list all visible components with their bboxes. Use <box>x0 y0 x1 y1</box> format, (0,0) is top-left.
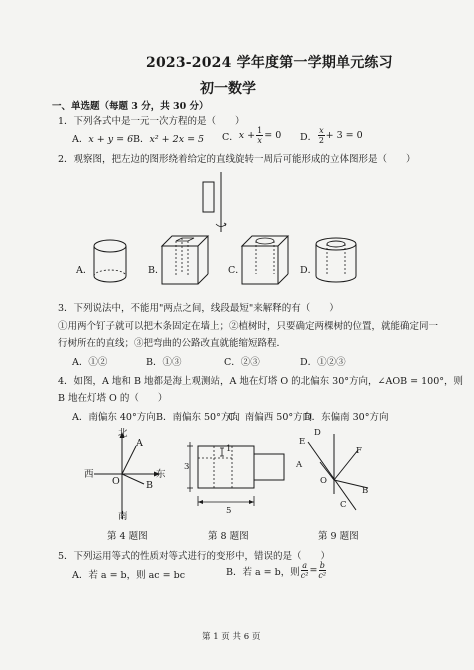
fig4-south-label: 南 <box>118 511 128 522</box>
q5-b-denominator-2: c² <box>318 571 327 580</box>
q5-option-a: A．若 a = b，则 ac = bc <box>72 570 186 581</box>
q4-option-a: A．南偏东 40°方向 <box>72 412 156 423</box>
question-1-stem: 1．下列各式中是一元一次方程的是（ ） <box>58 116 245 127</box>
q4-option-d: D．东偏南 30°方向 <box>304 412 389 423</box>
page-footer: 第 1 页 共 6 页 <box>202 632 261 642</box>
q1-c-numerator: 1 <box>257 126 263 135</box>
fig8-dimension-5: 5 <box>226 506 232 516</box>
fig4-point-a: A <box>136 438 143 449</box>
q1-option-b <box>133 131 204 145</box>
fig9-point-a: A <box>296 460 303 470</box>
q1-c-denominator: x <box>257 136 262 145</box>
q1-option-d <box>300 126 363 145</box>
q2-given-figure <box>195 172 255 234</box>
question-2-stem: 2．观察图，把左边的图形绕着给定的直线旋转一周后可能形成的立体图形是（ ） <box>58 154 416 165</box>
q3-option-b: B．①③ <box>146 357 182 368</box>
question-3-line2: 行树所在的直线；③把弯曲的公路改直就能缩短路程． <box>58 338 287 349</box>
q2-option-a-label: A． <box>76 265 93 276</box>
question-4-stem-line2: B 地在灯塔 O 的（ ） <box>58 393 168 404</box>
q2-option-b-box-hollow <box>160 234 212 286</box>
exam-title: 2023-2024 学年度第一学期单元练习 <box>146 55 393 71</box>
fig9-point-c: C <box>340 500 347 510</box>
q5-option-b <box>226 561 327 580</box>
q1-option-c-fraction <box>256 126 263 145</box>
fig9-point-e: E <box>299 437 306 447</box>
q4-option-c: C．南偏西 50°方向 <box>228 412 313 423</box>
question-4-stem-line1: 4．如图，A 地和 B 地都是海上观测站，A 地在灯塔 O 的北偏东 30°方向，∠AOB = 100°，则 <box>58 376 463 387</box>
fig8-net-diagram <box>180 436 290 514</box>
fig9-point-f: F <box>356 446 362 456</box>
q5-b-equals: = <box>309 565 318 576</box>
q1-option-c-post: = 0 <box>264 130 282 141</box>
question-5-stem: 5．下列运用等式的性质对等式进行的变形中，错误的是（ ） <box>58 551 331 562</box>
q3-option-a: A．①② <box>72 357 108 368</box>
q3-option-c: C．②③ <box>224 357 260 368</box>
q4-option-b: B．南偏东 50°方向 <box>156 412 240 423</box>
q1-option-d-post: + 3 = 0 <box>325 130 363 141</box>
section-heading: 一、单选题（每题 3 分，共 30 分） <box>52 101 209 112</box>
q1-option-c <box>222 126 281 145</box>
q1-option-a <box>72 131 133 145</box>
fig9-point-d: D <box>314 428 321 438</box>
fig9-point-o: O <box>320 476 327 486</box>
fig8-dimension-1: 1 <box>226 444 232 454</box>
q5-option-b-pre: B．若 a = b，则 <box>226 566 300 578</box>
q5-b-denominator-1: c² <box>300 571 309 580</box>
q1-option-d-label: D． <box>300 131 318 143</box>
q5-b-fraction-2 <box>318 561 326 580</box>
fig4-north-label: 北 <box>118 428 128 439</box>
q5-b-numerator-2: b <box>319 561 325 570</box>
fig9-caption: 第 9 题图 <box>318 531 359 542</box>
q1-option-b-label: B． <box>133 134 150 145</box>
question-3-line1: ①用两个钉子就可以把木条固定在墙上；②植树时，只要确定两棵树的位置，就能确定同一 <box>58 321 439 332</box>
fig8-caption: 第 8 题图 <box>208 531 249 542</box>
q1-option-a-expr: x + y = 6 <box>88 134 134 145</box>
q1-option-a-label: A． <box>72 134 89 145</box>
q1-option-c-pre: x + <box>238 130 256 141</box>
fig4-point-b: B <box>146 480 153 491</box>
q2-option-c-box-cylinder <box>240 234 292 286</box>
fig8-dimension-3: 3 <box>184 462 190 472</box>
q1-option-b-expr: x² + 2x = 5 <box>149 134 205 145</box>
q2-option-c-label: C． <box>228 265 245 276</box>
fig4-point-o: O <box>112 476 120 487</box>
fig4-west-label: 西 <box>84 469 94 480</box>
fig4-east-label: 东 <box>156 469 166 480</box>
q1-d-denominator: 2 <box>318 136 324 145</box>
q2-option-d-label: D． <box>300 265 318 276</box>
q1-option-c-label: C． <box>222 131 239 143</box>
exam-subtitle: 初一数学 <box>200 81 256 97</box>
q1-d-numerator: x <box>319 126 324 135</box>
fig9-point-b: B <box>362 486 369 496</box>
fig9-rays-diagram <box>294 428 380 516</box>
q1-option-d-fraction <box>318 126 325 145</box>
q2-option-a-cylinder <box>92 238 132 284</box>
q3-option-d: D．①②③ <box>300 357 346 368</box>
q5-b-numerator-1: a <box>302 561 307 570</box>
fig4-caption: 第 4 题图 <box>107 531 148 542</box>
q2-option-b-label: B． <box>148 265 165 276</box>
q2-option-d-hollow-cylinder <box>314 236 360 286</box>
question-3-stem: 3．下列说法中，不能用"两点之间，线段最短"来解释的有（ ） <box>58 303 339 314</box>
q5-b-fraction-1 <box>301 561 309 580</box>
